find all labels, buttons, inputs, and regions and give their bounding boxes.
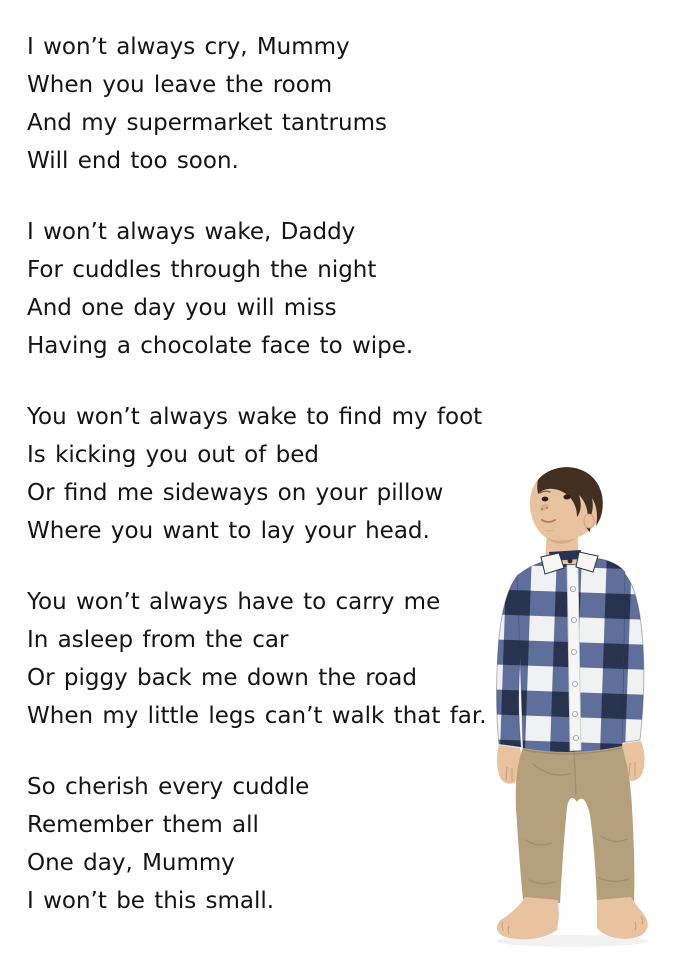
- boy-left-eye: [542, 497, 549, 502]
- poem-line: In asleep from the car: [27, 627, 289, 653]
- boy-nostril-left: [541, 508, 543, 510]
- poem-line: So cherish every cuddle: [27, 774, 310, 800]
- collar-button: [568, 559, 573, 564]
- poem-line: Will end too soon.: [27, 148, 239, 174]
- poem-line: I won’t be this small.: [27, 888, 275, 914]
- poem-line: Or piggy back me down the road: [27, 665, 417, 691]
- poem-line: I won’t always wake, Daddy: [27, 219, 356, 245]
- poem-stanza: [27, 398, 547, 550]
- poem-line: When you leave the room: [27, 72, 333, 98]
- poem-stanza: [27, 28, 547, 180]
- poem-line: You won’t always have to carry me: [27, 589, 441, 615]
- boy-photo: [485, 464, 665, 950]
- boy-right-foot: [597, 897, 648, 939]
- boy-right-eye: [563, 495, 570, 500]
- boy-ear: [584, 514, 594, 528]
- poem-line: You won’t always wake to find my foot: [27, 404, 483, 430]
- boy-left-foot: [497, 897, 559, 939]
- poem-line: Having a chocolate face to wipe.: [27, 333, 414, 359]
- poem: [27, 28, 547, 953]
- boy-illustration: [485, 464, 665, 950]
- poem-line: Where you want to lay your head.: [27, 518, 430, 544]
- poem-line: When my little legs can’t walk that far.: [27, 703, 487, 729]
- poem-line: One day, Mummy: [27, 850, 235, 876]
- poem-line: Or find me sideways on your pillow: [27, 480, 444, 506]
- poem-line: For cuddles through the night: [27, 257, 377, 283]
- poem-line: And one day you will miss: [27, 295, 337, 321]
- poem-line: Remember them all: [27, 812, 259, 838]
- poem-stanza: [27, 583, 547, 735]
- poem-line: I won’t always cry, Mummy: [27, 34, 350, 60]
- poem-stanza: [27, 768, 547, 920]
- poem-line: And my supermarket tantrums: [27, 110, 387, 136]
- poem-stanza: [27, 213, 547, 365]
- boy-nostril-right: [546, 507, 548, 509]
- poem-line: Is kicking you out of bed: [27, 442, 320, 468]
